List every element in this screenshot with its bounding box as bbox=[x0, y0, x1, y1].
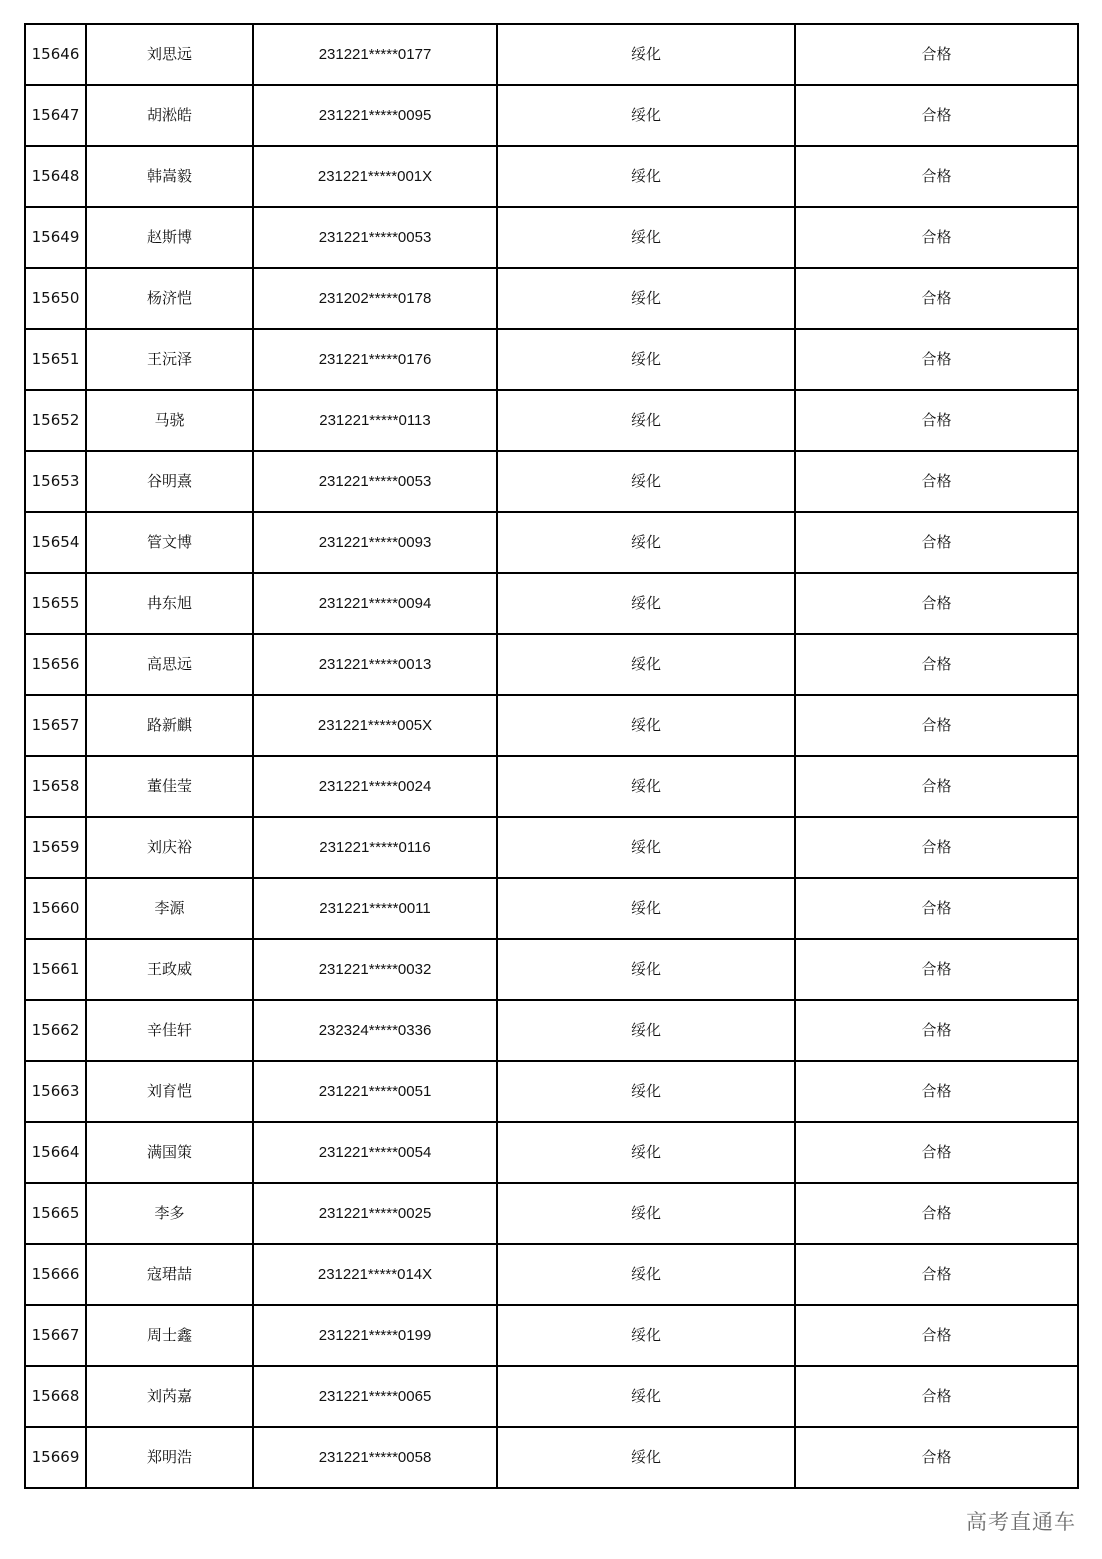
city-cell: 绥化 bbox=[497, 24, 795, 85]
candidate-name-cell: 杨济恺 bbox=[86, 268, 253, 329]
table-row bbox=[25, 1183, 1078, 1244]
result-cell: 合格 bbox=[795, 1305, 1078, 1366]
candidate-name-cell: 李源 bbox=[86, 878, 253, 939]
city-cell: 绥化 bbox=[497, 390, 795, 451]
result-cell: 合格 bbox=[795, 634, 1078, 695]
candidate-name-cell: 寇珺喆 bbox=[86, 1244, 253, 1305]
id-number-cell: 231221*****0053 bbox=[253, 207, 497, 268]
candidate-name-cell: 董佳莹 bbox=[86, 756, 253, 817]
result-cell: 合格 bbox=[795, 939, 1078, 1000]
id-number-cell: 231221*****0054 bbox=[253, 1122, 497, 1183]
id-number-cell: 231221*****0199 bbox=[253, 1305, 497, 1366]
row-number-cell: 15653 bbox=[25, 451, 86, 512]
candidate-name-cell: 刘芮嘉 bbox=[86, 1366, 253, 1427]
row-number-cell: 15652 bbox=[25, 390, 86, 451]
result-cell: 合格 bbox=[795, 878, 1078, 939]
city-cell: 绥化 bbox=[497, 1366, 795, 1427]
city-cell: 绥化 bbox=[497, 1244, 795, 1305]
id-number-cell: 231221*****0094 bbox=[253, 573, 497, 634]
id-number-cell: 231221*****0053 bbox=[253, 451, 497, 512]
row-number-cell: 15649 bbox=[25, 207, 86, 268]
table-row bbox=[25, 756, 1078, 817]
table-row bbox=[25, 1122, 1078, 1183]
city-cell: 绥化 bbox=[497, 1122, 795, 1183]
result-cell: 合格 bbox=[795, 329, 1078, 390]
row-number-cell: 15659 bbox=[25, 817, 86, 878]
table-row bbox=[25, 512, 1078, 573]
results-table-body bbox=[25, 24, 1078, 1488]
city-cell: 绥化 bbox=[497, 1305, 795, 1366]
table-row bbox=[25, 1061, 1078, 1122]
table-row bbox=[25, 207, 1078, 268]
city-cell: 绥化 bbox=[497, 1061, 795, 1122]
id-number-cell: 231221*****0095 bbox=[253, 85, 497, 146]
city-cell: 绥化 bbox=[497, 85, 795, 146]
result-cell: 合格 bbox=[795, 512, 1078, 573]
result-cell: 合格 bbox=[795, 1122, 1078, 1183]
id-number-cell: 231221*****0113 bbox=[253, 390, 497, 451]
candidate-name-cell: 高思远 bbox=[86, 634, 253, 695]
table-row bbox=[25, 390, 1078, 451]
city-cell: 绥化 bbox=[497, 1000, 795, 1061]
candidate-name-cell: 刘庆裕 bbox=[86, 817, 253, 878]
city-cell: 绥化 bbox=[497, 756, 795, 817]
watermark-text: 高考直通车 bbox=[966, 1510, 1076, 1534]
id-number-cell: 231221*****001X bbox=[253, 146, 497, 207]
row-number-cell: 15658 bbox=[25, 756, 86, 817]
row-number-cell: 15661 bbox=[25, 939, 86, 1000]
table-row bbox=[25, 939, 1078, 1000]
table-row bbox=[25, 146, 1078, 207]
candidate-name-cell: 王沅泽 bbox=[86, 329, 253, 390]
id-number-cell: 231221*****0058 bbox=[253, 1427, 497, 1488]
id-number-cell: 231221*****0025 bbox=[253, 1183, 497, 1244]
candidate-name-cell: 郑明浩 bbox=[86, 1427, 253, 1488]
candidate-name-cell: 刘思远 bbox=[86, 24, 253, 85]
result-cell: 合格 bbox=[795, 1366, 1078, 1427]
table-row bbox=[25, 85, 1078, 146]
table-row bbox=[25, 695, 1078, 756]
row-number-cell: 15655 bbox=[25, 573, 86, 634]
table-row bbox=[25, 24, 1078, 85]
result-cell: 合格 bbox=[795, 817, 1078, 878]
id-number-cell: 231221*****0065 bbox=[253, 1366, 497, 1427]
row-number-cell: 15668 bbox=[25, 1366, 86, 1427]
id-number-cell: 231221*****0032 bbox=[253, 939, 497, 1000]
result-cell: 合格 bbox=[795, 146, 1078, 207]
result-cell: 合格 bbox=[795, 390, 1078, 451]
candidate-name-cell: 马骁 bbox=[86, 390, 253, 451]
table-row bbox=[25, 817, 1078, 878]
table-row bbox=[25, 1427, 1078, 1488]
city-cell: 绥化 bbox=[497, 329, 795, 390]
city-cell: 绥化 bbox=[497, 939, 795, 1000]
id-number-cell: 232324*****0336 bbox=[253, 1000, 497, 1061]
result-cell: 合格 bbox=[795, 695, 1078, 756]
table-row bbox=[25, 1366, 1078, 1427]
result-cell: 合格 bbox=[795, 573, 1078, 634]
city-cell: 绥化 bbox=[497, 1183, 795, 1244]
city-cell: 绥化 bbox=[497, 634, 795, 695]
result-cell: 合格 bbox=[795, 756, 1078, 817]
result-cell: 合格 bbox=[795, 268, 1078, 329]
row-number-cell: 15667 bbox=[25, 1305, 86, 1366]
candidate-name-cell: 李多 bbox=[86, 1183, 253, 1244]
id-number-cell: 231202*****0178 bbox=[253, 268, 497, 329]
row-number-cell: 15651 bbox=[25, 329, 86, 390]
table-row bbox=[25, 268, 1078, 329]
row-number-cell: 15669 bbox=[25, 1427, 86, 1488]
candidate-name-cell: 辛佳轩 bbox=[86, 1000, 253, 1061]
city-cell: 绥化 bbox=[497, 451, 795, 512]
table-row bbox=[25, 451, 1078, 512]
result-cell: 合格 bbox=[795, 1000, 1078, 1061]
row-number-cell: 15650 bbox=[25, 268, 86, 329]
candidate-name-cell: 路新麒 bbox=[86, 695, 253, 756]
city-cell: 绥化 bbox=[497, 146, 795, 207]
city-cell: 绥化 bbox=[497, 1427, 795, 1488]
id-number-cell: 231221*****0177 bbox=[253, 24, 497, 85]
table-row bbox=[25, 878, 1078, 939]
candidate-name-cell: 满国策 bbox=[86, 1122, 253, 1183]
row-number-cell: 15646 bbox=[25, 24, 86, 85]
id-number-cell: 231221*****0116 bbox=[253, 817, 497, 878]
result-cell: 合格 bbox=[795, 1427, 1078, 1488]
row-number-cell: 15648 bbox=[25, 146, 86, 207]
table-row bbox=[25, 1000, 1078, 1061]
candidate-name-cell: 管文博 bbox=[86, 512, 253, 573]
id-number-cell: 231221*****0024 bbox=[253, 756, 497, 817]
candidate-name-cell: 冉东旭 bbox=[86, 573, 253, 634]
row-number-cell: 15662 bbox=[25, 1000, 86, 1061]
row-number-cell: 15660 bbox=[25, 878, 86, 939]
row-number-cell: 15656 bbox=[25, 634, 86, 695]
result-cell: 合格 bbox=[795, 24, 1078, 85]
city-cell: 绥化 bbox=[497, 268, 795, 329]
candidate-name-cell: 王政威 bbox=[86, 939, 253, 1000]
city-cell: 绥化 bbox=[497, 878, 795, 939]
table-row bbox=[25, 573, 1078, 634]
city-cell: 绥化 bbox=[497, 817, 795, 878]
result-cell: 合格 bbox=[795, 1061, 1078, 1122]
row-number-cell: 15663 bbox=[25, 1061, 86, 1122]
table-row bbox=[25, 634, 1078, 695]
result-cell: 合格 bbox=[795, 1244, 1078, 1305]
results-table bbox=[24, 23, 1079, 1489]
row-number-cell: 15666 bbox=[25, 1244, 86, 1305]
city-cell: 绥化 bbox=[497, 512, 795, 573]
candidate-name-cell: 刘育恺 bbox=[86, 1061, 253, 1122]
row-number-cell: 15664 bbox=[25, 1122, 86, 1183]
id-number-cell: 231221*****014X bbox=[253, 1244, 497, 1305]
candidate-name-cell: 赵斯博 bbox=[86, 207, 253, 268]
id-number-cell: 231221*****0176 bbox=[253, 329, 497, 390]
results-sheet bbox=[24, 23, 1077, 1489]
row-number-cell: 15665 bbox=[25, 1183, 86, 1244]
result-cell: 合格 bbox=[795, 85, 1078, 146]
city-cell: 绥化 bbox=[497, 573, 795, 634]
id-number-cell: 231221*****0011 bbox=[253, 878, 497, 939]
row-number-cell: 15647 bbox=[25, 85, 86, 146]
table-row bbox=[25, 329, 1078, 390]
candidate-name-cell: 周士鑫 bbox=[86, 1305, 253, 1366]
id-number-cell: 231221*****005X bbox=[253, 695, 497, 756]
city-cell: 绥化 bbox=[497, 695, 795, 756]
row-number-cell: 15657 bbox=[25, 695, 86, 756]
id-number-cell: 231221*****0013 bbox=[253, 634, 497, 695]
candidate-name-cell: 胡淞皓 bbox=[86, 85, 253, 146]
result-cell: 合格 bbox=[795, 207, 1078, 268]
row-number-cell: 15654 bbox=[25, 512, 86, 573]
result-cell: 合格 bbox=[795, 1183, 1078, 1244]
result-cell: 合格 bbox=[795, 451, 1078, 512]
id-number-cell: 231221*****0093 bbox=[253, 512, 497, 573]
city-cell: 绥化 bbox=[497, 207, 795, 268]
table-row bbox=[25, 1305, 1078, 1366]
id-number-cell: 231221*****0051 bbox=[253, 1061, 497, 1122]
candidate-name-cell: 谷明熹 bbox=[86, 451, 253, 512]
candidate-name-cell: 韩嵩毅 bbox=[86, 146, 253, 207]
table-row bbox=[25, 1244, 1078, 1305]
